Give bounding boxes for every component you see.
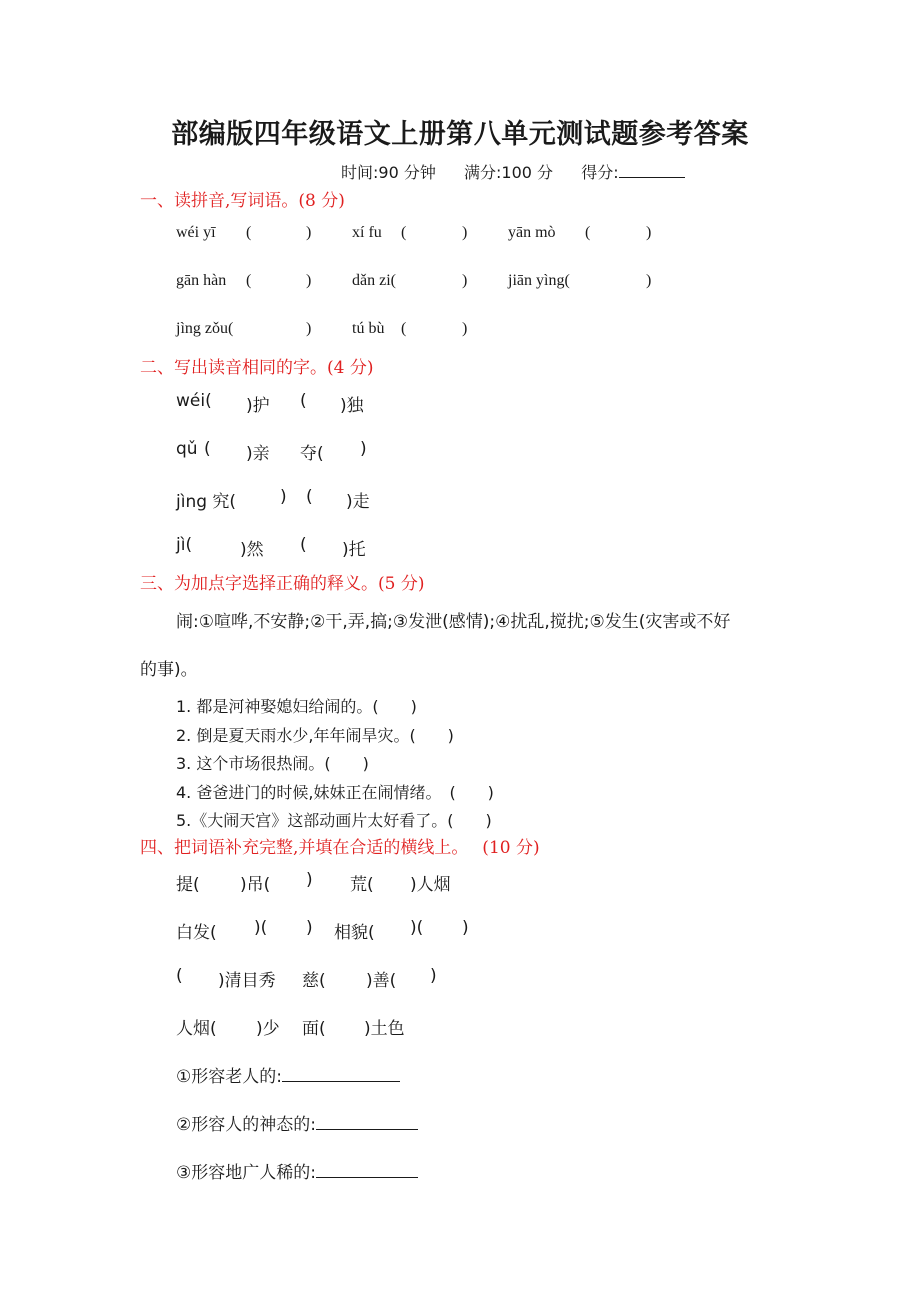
q2-ji-a: jì( — [176, 535, 193, 555]
q4-huang-a: 荒( — [350, 875, 374, 895]
pinyin-weiyi: wéi yī — [176, 224, 216, 241]
definition-line-1: 闹:①喧哗,不安静;②干,弄,搞;③发泄(感情);④扰乱,搅扰;⑤发生(灾害或不好 — [176, 612, 731, 632]
score-blank[interactable] — [619, 163, 685, 178]
paren-close: ) — [306, 320, 312, 337]
q4-renyan-a: 人烟( — [176, 1019, 217, 1039]
q3-item: 2. 倒是夏天雨水少,年年闹旱灾。( ) — [176, 726, 454, 745]
q2-wei-a: wéi( — [176, 391, 212, 411]
paren-open: ( — [300, 535, 307, 555]
q2-qu-c: 夺( — [300, 444, 324, 464]
paren-open: ( — [246, 224, 252, 241]
q4-xiangmao-a: 相貌( — [334, 923, 375, 943]
paren-close: ) — [462, 320, 468, 337]
q2-jing-a: jìng 究( — [176, 492, 237, 512]
q4-fill-3-label: ③形容地广人稀的: — [176, 1163, 316, 1183]
paren-close: ) — [430, 966, 437, 986]
q4-renyan-b: )少 — [256, 1019, 280, 1039]
q3-item: 4. 爸爸进门的时候,妹妹正在闹情绪。 ( ) — [176, 783, 494, 802]
score-label: 得分: — [581, 163, 619, 182]
paren-open: ( — [300, 391, 307, 411]
definition-line-2: 的事)。 — [140, 660, 198, 680]
q4-tidiao-a: 提( — [176, 875, 200, 895]
time-info: 时间:90 分钟 — [341, 163, 436, 182]
q2-wei-b: )护 — [246, 396, 270, 416]
full-score-info: 满分:100 分 — [464, 163, 554, 182]
paren-open: ( — [585, 224, 591, 241]
q4-baifa-a: 白发( — [176, 923, 217, 943]
q4-ci-b: )善( — [366, 971, 397, 991]
paren-open: ( — [401, 320, 407, 337]
pinyin-jingzou: jìng zǒu( — [176, 320, 234, 337]
q4-fill-3 — [176, 1158, 418, 1183]
q4-qingmu: )清目秀 — [218, 971, 276, 991]
q4-xiangmao-b: )( — [410, 918, 424, 938]
pinyin-tubu: tú bù — [352, 320, 385, 337]
q4-fill-2-label: ②形容人的神态的: — [176, 1115, 316, 1135]
q4-fill-1-label: ①形容老人的: — [176, 1067, 282, 1087]
paren-close: ) — [306, 870, 313, 890]
paren-close: ) — [462, 272, 468, 289]
paren-close: ) — [462, 918, 469, 938]
paren-close: ) — [306, 918, 313, 938]
q4-fill-2 — [176, 1110, 418, 1135]
answer-line-1[interactable] — [282, 1065, 400, 1082]
paren-open: ( — [246, 272, 252, 289]
q2-jing-b: )走 — [346, 492, 370, 512]
q4-fill-1 — [176, 1062, 400, 1087]
paren-open: ( — [306, 487, 313, 507]
section-4-heading: 四、把词语补充完整,并填在合适的横线上。 (10 分) — [140, 838, 540, 858]
q2-ji-b: )然 — [240, 540, 264, 560]
paren-open: ( — [176, 966, 183, 986]
q4-mian-a: 面( — [302, 1019, 326, 1039]
paren-close: ) — [646, 272, 652, 289]
answer-line-2[interactable] — [316, 1113, 418, 1130]
section-3-heading: 三、为加点字选择正确的释义。(5 分) — [140, 574, 425, 594]
paren-close: ) — [306, 224, 312, 241]
pinyin-xifu: xí fu — [352, 224, 382, 241]
q4-tidiao-b: )吊( — [240, 875, 271, 895]
pinyin-jianying: jiān yìng( — [508, 272, 570, 289]
q4-ci-a: 慈( — [302, 971, 326, 991]
pinyin-yanmo: yān mò — [508, 224, 556, 241]
q2-qu-a: qǔ — [176, 439, 198, 459]
paren-open: ( — [204, 439, 211, 459]
q3-item: 3. 这个市场很热闹。( ) — [176, 754, 369, 773]
pinyin-danzi: dǎn zi( — [352, 272, 396, 289]
q4-baifa-b: )( — [254, 918, 268, 938]
section-2-heading: 二、写出读音相同的字。(4 分) — [140, 358, 374, 378]
section-1-heading: 一、读拼音,写词语。(8 分) — [140, 191, 345, 211]
page-title: 部编版四年级语文上册第八单元测试题参考答案 — [171, 119, 749, 150]
answer-line-3[interactable] — [316, 1161, 418, 1178]
q2-qu-b: )亲 — [246, 444, 270, 464]
paren-close: ) — [360, 439, 367, 459]
q2-ji-c: )托 — [342, 540, 366, 560]
q2-wei-c: )独 — [340, 396, 364, 416]
pinyin-ganhan: gān hàn — [176, 272, 227, 289]
q3-item: 5.《大闹天宫》这部动画片太好看了。( ) — [176, 811, 492, 830]
q4-mian-b: )土色 — [364, 1019, 405, 1039]
q4-huang-b: )人烟 — [410, 875, 451, 895]
exam-meta — [341, 160, 685, 183]
paren-close: ) — [306, 272, 312, 289]
paren-close: ) — [280, 487, 287, 507]
paren-close: ) — [646, 224, 652, 241]
paren-close: ) — [462, 224, 468, 241]
paren-open: ( — [401, 224, 407, 241]
q3-item: 1. 都是河神娶媳妇给闹的。( ) — [176, 697, 417, 716]
